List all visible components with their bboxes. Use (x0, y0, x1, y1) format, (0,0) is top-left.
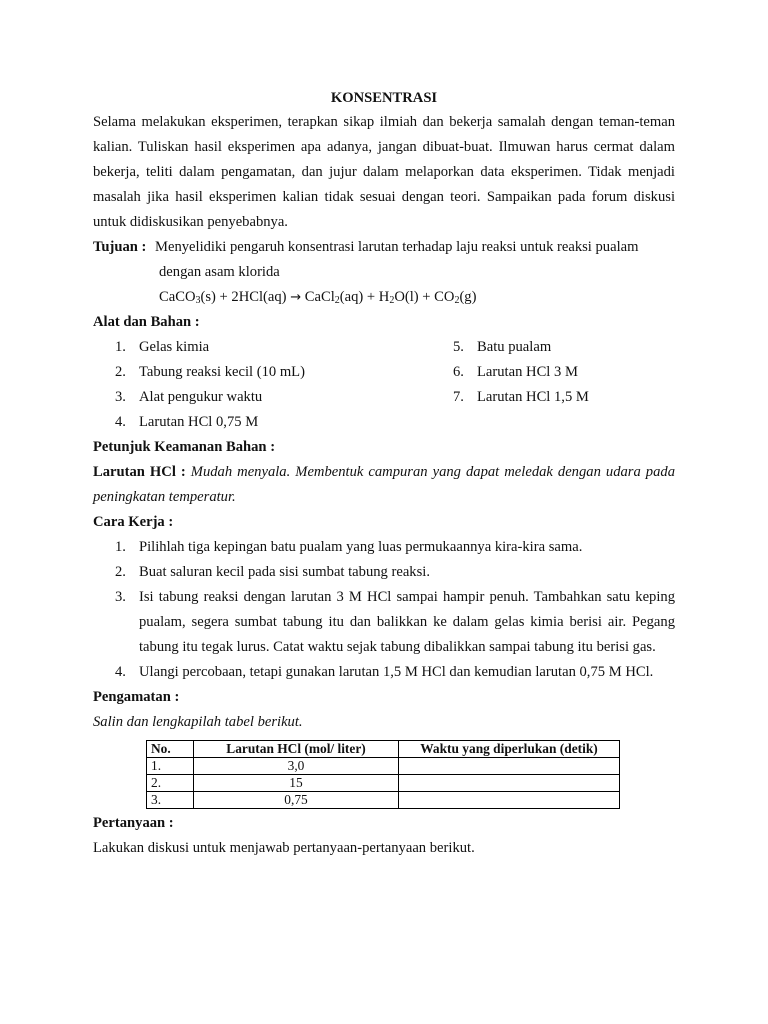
intro-paragraph: Selama melakukan eksperimen, terapkan sikap ilmiah dan bekerja samalah dengan teman-teman kalian. Tuliskan hasil eksperimen apa adanya, jangan dibuat-buat. Ilmuwan harus cermat dalam bekerja, teliti dalam pengamatan, dan jujur dalam melaporkan data eksperimen. Tidak menjadi masalah jika hasil eksperimen kalian tidak sesuai dengan teori. Sampaikan pada forum diskusi untuk didiskusikan penyebabnya. (93, 114, 675, 230)
list-item (93, 360, 431, 385)
list-item (93, 560, 675, 585)
list-text: Buat saluran kecil pada sisi sumbat tabung reaksi. (139, 564, 430, 580)
list-number: 1. (115, 339, 126, 355)
document-page (93, 86, 675, 861)
list-number: 3. (115, 389, 126, 405)
list-text: Batu pualam (477, 339, 552, 355)
list-number: 6. (453, 364, 464, 380)
table-cell: 15 (194, 775, 399, 792)
pertanyaan-heading: Pertanyaan : (93, 815, 174, 831)
list-text: Isi tabung reaksi dengan larutan 3 M HCl sampai hampir penuh. Tambahkan satu keping pualam, segera sumbat tabung itu dan balikkan ke dalam gelas kimia berisi air. Pegang tabung itu tegak lurus. Catat waktu sejak tabung dibalikkan sampai tabung itu berisi gas. (139, 589, 675, 655)
list-text: Ulangi percobaan, tetapi gunakan larutan 1,5 M HCl dan kemudian larutan 0,75 M HCl. (139, 664, 654, 680)
table-cell: 0,75 (194, 792, 399, 809)
table-header-cell: Waktu yang diperlukan (detik) (399, 741, 620, 758)
list-item (431, 385, 589, 410)
pengamatan-heading: Pengamatan : (93, 689, 180, 705)
observation-table (146, 740, 620, 809)
list-item (93, 535, 675, 560)
list-number: 4. (115, 414, 126, 430)
list-number: 4. (115, 664, 126, 680)
list-text: Alat pengukur waktu (139, 389, 263, 405)
reaction-equation: CaCO$_3$(s) + 2HCl(aq) → CaCl$_2$(aq) + $H_2O(l) + CO_2(g)$ (159, 289, 477, 306)
list-item (93, 585, 675, 660)
table-header-cell: No. (147, 741, 194, 758)
list-number: 2. (115, 364, 126, 380)
list-number: 1. (115, 539, 126, 555)
list-item (93, 660, 675, 685)
list-item (431, 335, 589, 360)
pertanyaan-text: Lakukan diskusi untuk menjawab pertanyaan-pertanyaan berikut. (93, 840, 475, 856)
list-text: Larutan HCl 0,75 M (139, 414, 259, 430)
alat-heading: Alat dan Bahan : (93, 314, 200, 330)
list-text: Larutan HCl 1,5 M (477, 389, 589, 405)
keamanan-body: Mudah menyala. Membentuk campuran yang dapat meledak dengan udara pada peningkatan temperatur. (93, 464, 675, 505)
list-number: 2. (115, 564, 126, 580)
table-row (147, 775, 620, 792)
cara-steps (93, 535, 675, 685)
tujuan-text-cont: dengan asam klorida (159, 264, 280, 280)
pengamatan-instruction: Salin dan lengkapilah tabel berikut. (93, 714, 303, 730)
cara-heading: Cara Kerja : (93, 514, 174, 530)
table-row (147, 758, 620, 775)
tujuan-label: Tujuan : (93, 239, 147, 255)
table-cell (399, 775, 620, 792)
list-number: 7. (453, 389, 464, 405)
list-item (93, 385, 431, 410)
list-item (93, 335, 431, 360)
table-row (147, 792, 620, 809)
list-item (431, 360, 589, 385)
list-number: 3. (115, 589, 126, 605)
list-item (93, 410, 431, 435)
table-cell: 3,0 (194, 758, 399, 775)
table-cell: 2. (147, 775, 194, 792)
keamanan-heading: Petunjuk Keamanan Bahan : (93, 439, 276, 455)
keamanan-text (93, 460, 675, 510)
tujuan-section (93, 235, 675, 260)
table-cell: 3. (147, 792, 194, 809)
keamanan-label: Larutan HCl : (93, 464, 186, 480)
arrow-icon: → (290, 290, 302, 305)
table-cell (399, 792, 620, 809)
tujuan-text: Menyelidiki pengaruh konsentrasi larutan terhadap laju reaksi untuk reaksi pualam (155, 239, 639, 255)
list-text: Larutan HCl 3 M (477, 364, 578, 380)
list-text: Tabung reaksi kecil (10 mL) (139, 364, 305, 380)
table-header-cell: Larutan HCl (mol/ liter) (194, 741, 399, 758)
table-cell: 1. (147, 758, 194, 775)
list-text: Gelas kimia (139, 339, 210, 355)
alat-list (93, 335, 675, 435)
list-text: Pilihlah tiga kepingan batu pualam yang luas permukaannya kira-kira sama. (139, 539, 583, 555)
table-cell (399, 758, 620, 775)
list-number: 5. (453, 339, 464, 355)
page-title: KONSENTRASI (330, 90, 438, 106)
